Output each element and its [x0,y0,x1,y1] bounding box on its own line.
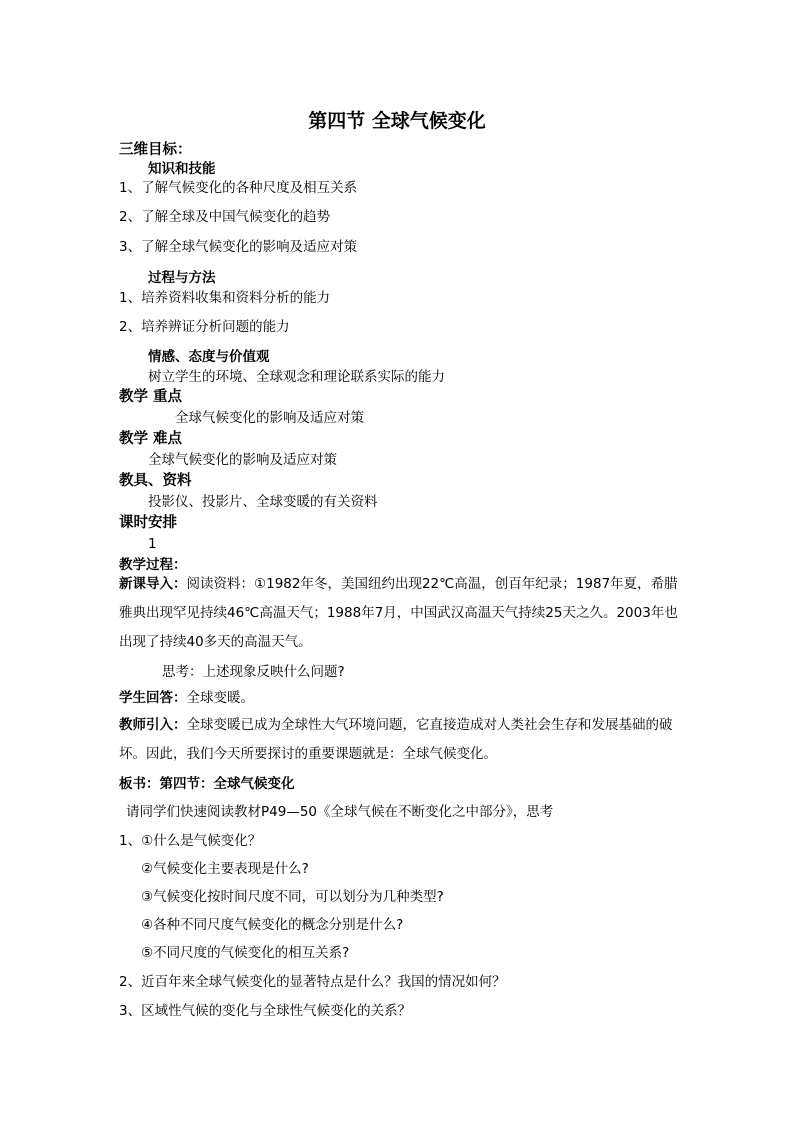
goals-heading: 三维目标： [119,141,192,158]
tools-heading: 教具、资料 [119,472,192,489]
intro-text: 阅读资料：①1982年冬，美国纽约出现22℃高温，创百年纪录；1987年夏，希腊雅典出现罕见持续46℃高温天气；1988年7月，中国武汉高温天气持续25天之久。2003年也出现了持续40多天的高温天气。 [119,576,678,650]
key-point-heading: 教学 重点 [119,388,183,405]
question-3: 3、区域性气候的变化与全球性气候变化的关系？ [119,1003,412,1019]
board-text: 第四节：全球气候变化 [159,776,295,792]
knowledge-heading: 知识和技能 [148,161,216,177]
question-1-sub: ④各种不同尺度气候变化的概念分别是什么? [141,917,404,933]
teacher-intro-text: 全球变暖已成为全球性大气环境问题，它直接造成对人类社会生存和发展基础的破坏。因此，我们今天所要探讨的重要课题就是：全球气候变化。 [119,717,673,762]
think-question: 思考：上述现象反映什么问题? [162,664,345,680]
schedule-text: 1 [148,536,157,552]
student-answer [119,689,254,707]
knowledge-item: 3、了解全球气候变化的影响及适应对策 [119,239,358,255]
question-1-sub: ⑤不同尺度的气候变化的相互关系? [141,945,350,961]
process-item: 1、培养资料收集和资料分析的能力 [119,290,331,306]
difficulty-text: 全球气候变化的影响及适应对策 [148,452,337,468]
knowledge-item: 1、了解气候变化的各种尺度及相互关系 [119,180,358,196]
schedule-heading: 课时安排 [119,514,177,531]
process-item: 2、培养辨证分析问题的能力 [119,319,290,335]
teacher-intro-label: 教师引入： [119,717,187,733]
process-heading: 过程与方法 [148,270,216,286]
emotion-heading: 情感、态度与价值观 [148,349,270,365]
student-answer-text: 全球变暖。 [186,690,254,706]
question-1-sub: ③气候变化按时间尺度不同，可以划分为几种类型? [141,889,444,905]
difficulty-heading: 教学 难点 [119,430,183,447]
question-1-sub: ②气候变化主要表现是什么? [141,861,309,877]
key-point-text: 全球气候变化的影响及适应对策 [175,410,364,426]
intro-paragraph [119,570,679,657]
board-writing [119,775,295,793]
question-1: 1、①什么是气候变化？ [119,833,262,849]
teacher-intro-paragraph [119,711,679,769]
teaching-process-heading: 教学过程： [119,557,187,573]
knowledge-item: 2、了解全球及中国气候变化的趋势 [119,209,331,225]
student-answer-label: 学生回答： [119,690,187,706]
question-2: 2、近百年来全球气候变化的显著特点是什么？我国的情况如何？ [119,974,506,990]
page-title: 第四节 全球气候变化 [308,110,486,132]
emotion-text: 树立学生的环境、全球观念和理论联系实际的能力 [148,369,445,385]
board-label: 板书： [119,776,160,792]
tools-text: 投影仪、投影片、全球变暖的有关资料 [148,494,378,510]
reading-prompt: 请同学们快速阅读教材P49—50《全球气候在不断变化之中部分》，思考 [126,804,554,820]
intro-label: 新课导入： [119,576,187,592]
